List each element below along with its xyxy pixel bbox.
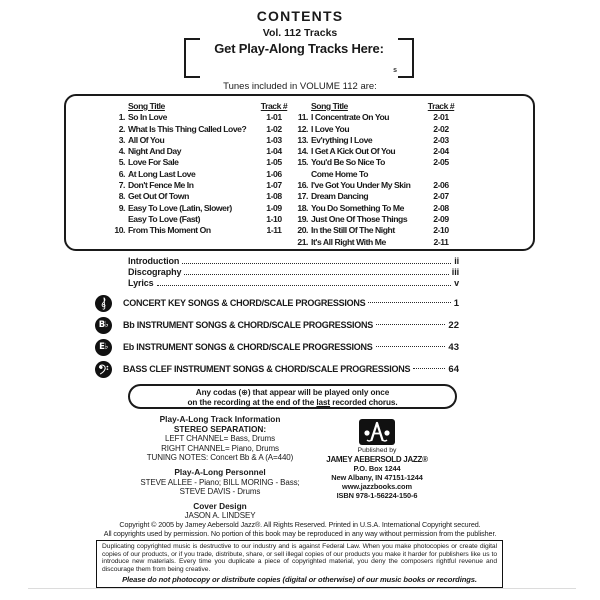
song-track: 2-09 xyxy=(433,213,449,224)
song-table-header xyxy=(285,101,463,112)
song-title: I Concentrate On You xyxy=(311,112,390,123)
page-title: CONTENTS xyxy=(256,8,344,24)
publisher-website: www.jazzbooks.com xyxy=(342,482,412,492)
song-title: Get Out Of Town xyxy=(128,191,189,202)
song-track: 2-06 xyxy=(433,180,449,191)
song-row xyxy=(102,169,296,180)
scan-artifact-line xyxy=(28,588,576,589)
section-row-bass-clef xyxy=(95,360,459,378)
song-track: 2-05 xyxy=(433,157,449,168)
song-row xyxy=(102,203,296,214)
song-track: 1-09 xyxy=(266,202,282,213)
song-track: 1-06 xyxy=(266,168,282,179)
song-title: I Love You xyxy=(311,123,350,134)
toc-label: Lyrics xyxy=(128,278,154,288)
song-title: What Is This Thing Called Love? xyxy=(128,123,247,134)
publisher-name: JAMEY AEBERSOLD JAZZ® xyxy=(326,455,428,464)
aebersold-logo-icon xyxy=(359,419,395,445)
bass-clef-icon xyxy=(95,361,112,378)
song-row xyxy=(285,169,463,180)
song-row xyxy=(285,180,463,191)
personnel-line2: STEVE DAVIS - Drums xyxy=(179,487,261,497)
bracket-footnote-mark: s xyxy=(393,67,397,74)
anti-piracy-box xyxy=(96,540,503,588)
toc-row-discography xyxy=(128,266,459,277)
song-title: Ev'rything I Love xyxy=(311,134,373,145)
song-track: 1-08 xyxy=(266,191,282,202)
coda-note-line1: Any codas (⊕) that appear will be played only once xyxy=(195,388,390,397)
song-number xyxy=(285,169,311,180)
song-table-left xyxy=(102,101,296,237)
song-row xyxy=(285,135,463,146)
song-number: 20. xyxy=(297,225,308,236)
song-title: In the Still Of The Night xyxy=(311,225,395,236)
section-page-number: 1 xyxy=(453,297,459,309)
underlined-word: last xyxy=(316,397,331,407)
copyright-line1: Copyright © 2005 by Jamey Aebersold Jazz®. All Rights Reserved. Printed in U.S.A. International Copyright secured. xyxy=(119,520,481,529)
toc-label: Introduction xyxy=(128,256,180,266)
song-row xyxy=(285,157,463,168)
song-title-header: Song Title xyxy=(128,101,165,111)
song-track: 2-07 xyxy=(433,191,449,202)
section-row-bb-instrument xyxy=(95,316,459,334)
toc-row-introduction xyxy=(128,255,459,266)
song-row xyxy=(102,180,296,191)
publisher-isbn: ISBN 978-1-56224-150-6 xyxy=(336,491,418,501)
song-title-header: Song Title xyxy=(311,101,348,111)
e-flat-icon xyxy=(95,339,112,356)
dot-leader xyxy=(182,263,451,264)
song-track: 2-11 xyxy=(433,236,449,247)
anti-piracy-body: Duplicating copyrighted music is destructive to our industry and is against Federal Law. When you make photocopies or create digital copies of our products, or if you trade, distribute, share, or sell illegal copies of our products you make it harder for publishers like us to introduce new materials. Every time you duplicate a piece of copyrighted material, you deny the composers rightful revenue and discourage them from being creative. xyxy=(102,543,497,573)
song-title: It's All Right With Me xyxy=(311,236,386,247)
track-number-header: Track # xyxy=(260,101,288,111)
song-number: 11. xyxy=(297,112,308,123)
song-row xyxy=(285,237,463,248)
song-row xyxy=(102,157,296,168)
song-track: 1-03 xyxy=(266,134,282,145)
song-title: Come Home To xyxy=(311,168,368,179)
dot-leader xyxy=(184,274,448,275)
toc-row-lyrics xyxy=(128,277,459,288)
song-number: 10. xyxy=(114,225,125,236)
track-number-header: Track # xyxy=(427,101,455,111)
song-number: 4. xyxy=(118,146,125,157)
copyright-line2: All copyrights used by permission. No portion of this book may be reproduced in any way without permission from the publisher. xyxy=(103,529,497,538)
song-row xyxy=(102,214,296,225)
song-track: 1-10 xyxy=(266,213,282,224)
song-number: 5. xyxy=(118,157,125,168)
song-track: 1-02 xyxy=(266,123,282,134)
section-label: Bb INSTRUMENT SONGS & CHORD/SCALE PROGRESSIONS xyxy=(123,320,374,330)
song-title: Easy To Love (Latin, Slower) xyxy=(128,202,232,213)
song-track: 2-02 xyxy=(433,123,449,134)
song-title: I Get A Kick Out Of You xyxy=(311,146,396,157)
b-flat-glyph: B♭ xyxy=(98,319,109,330)
song-title: You'd Be So Nice To xyxy=(311,157,385,168)
song-number: 1. xyxy=(118,112,125,123)
song-row xyxy=(285,225,463,236)
coda-note-line2: on the recording at the end of the last recorded chorus. xyxy=(187,397,398,407)
right-channel-line: RIGHT CHANNEL= Piano, Drums xyxy=(161,443,279,453)
song-title: Dream Dancing xyxy=(311,191,369,202)
section-page-number: 22 xyxy=(448,319,459,331)
dot-leader xyxy=(413,368,445,369)
coda-note-box xyxy=(128,384,457,409)
section-page-number: 43 xyxy=(448,341,459,353)
song-number: 21. xyxy=(297,236,308,247)
song-list-box xyxy=(64,94,535,251)
section-label: CONCERT KEY SONGS & CHORD/SCALE PROGRESSIONS xyxy=(123,298,366,308)
dot-leader xyxy=(368,302,450,303)
personnel-heading: Play-A-Long Personnel xyxy=(174,466,266,477)
volume-subtitle: Vol. 112 Tracks xyxy=(262,27,338,39)
song-title: You Do Something To Me xyxy=(311,202,404,213)
song-row xyxy=(102,124,296,135)
section-row-concert-key xyxy=(95,294,459,312)
stereo-separation-heading: STEREO SEPARATION: xyxy=(173,423,267,434)
section-row-eb-instrument xyxy=(95,338,459,356)
play-along-info-block xyxy=(110,415,330,526)
song-table-right xyxy=(285,101,463,248)
song-number: 17. xyxy=(297,191,308,202)
toc-label: Discography xyxy=(128,267,182,277)
song-row xyxy=(285,112,463,123)
song-number: 19. xyxy=(297,213,308,224)
cover-designer-name: JASON A. LINDSEY xyxy=(184,511,256,521)
song-number: 18. xyxy=(297,202,308,213)
song-title: Don't Fence Me In xyxy=(128,180,194,191)
song-track: 2-03 xyxy=(433,134,449,145)
song-number: 12. xyxy=(297,123,308,134)
song-table-header xyxy=(102,101,296,112)
tunes-included-line: Tunes included in VOLUME 112 are: xyxy=(223,81,377,92)
song-row xyxy=(285,191,463,202)
song-title: Just One Of Those Things xyxy=(311,213,408,224)
song-track: 1-11 xyxy=(266,225,282,236)
song-track: 1-05 xyxy=(266,157,282,168)
song-row xyxy=(102,191,296,202)
published-by-label: Published by xyxy=(357,447,397,454)
song-track: 2-01 xyxy=(433,112,449,123)
song-track: 1-01 xyxy=(266,112,282,123)
dot-leader xyxy=(157,285,452,286)
song-row xyxy=(285,214,463,225)
toc-page-number: v xyxy=(454,278,459,288)
song-title: From This Moment On xyxy=(128,225,211,236)
song-number: 9. xyxy=(118,202,125,213)
song-track: 2-08 xyxy=(433,202,449,213)
dot-leader xyxy=(376,346,446,347)
song-row xyxy=(102,225,296,236)
song-number: 3. xyxy=(118,134,125,145)
get-tracks-label: Get Play-Along Tracks Here: xyxy=(214,41,384,56)
song-number xyxy=(102,214,128,225)
song-row xyxy=(285,146,463,157)
toc-page-number: iii xyxy=(451,267,459,277)
song-number: 13. xyxy=(297,134,308,145)
song-track: 2-04 xyxy=(433,146,449,157)
section-label: Eb INSTRUMENT SONGS & CHORD/SCALE PROGRESSIONS xyxy=(123,342,373,352)
left-channel-line: LEFT CHANNEL= Bass, Drums xyxy=(164,434,276,444)
personnel-group xyxy=(110,468,330,497)
song-row xyxy=(102,135,296,146)
section-label: BASS CLEF INSTRUMENT SONGS & CHORD/SCALE PROGRESSIONS xyxy=(123,364,411,374)
publisher-city: New Albany, IN 47151-1244 xyxy=(331,473,423,483)
song-title: At Long Last Love xyxy=(128,168,196,179)
dot-leader xyxy=(376,324,445,325)
song-number: 7. xyxy=(118,180,125,191)
song-number: 15. xyxy=(297,157,308,168)
song-title: I've Got You Under My Skin xyxy=(311,180,411,191)
play-along-tracks-callout xyxy=(184,38,414,78)
track-info-heading: Play-A-Long Track Information xyxy=(159,414,281,424)
song-track: 1-07 xyxy=(266,180,282,191)
publisher-block xyxy=(320,419,434,500)
song-row xyxy=(285,203,463,214)
song-title: Easy To Love (Fast) xyxy=(128,213,200,224)
song-row xyxy=(102,146,296,157)
treble-clef-icon xyxy=(95,295,112,312)
cover-design-group xyxy=(110,502,330,521)
toc-page-number: ii xyxy=(454,256,459,266)
cover-design-heading: Cover Design xyxy=(193,500,247,511)
song-track: 2-10 xyxy=(433,225,449,236)
track-info-group xyxy=(110,415,330,463)
b-flat-icon xyxy=(95,317,112,334)
song-row xyxy=(285,124,463,135)
song-track: 1-04 xyxy=(266,146,282,157)
song-number: 6. xyxy=(118,168,125,179)
song-number: 14. xyxy=(297,146,308,157)
song-number: 2. xyxy=(118,123,125,134)
song-track xyxy=(419,169,463,180)
anti-piracy-plea: Please do not photocopy or distribute copies (digital or otherwise) of our music books or recordings. xyxy=(122,574,477,584)
song-title: All Of You xyxy=(128,134,165,145)
section-page-number: 64 xyxy=(448,363,459,375)
personnel-line1: STEVE ALLEE - Piano; BILL MORING - Bass; xyxy=(140,477,300,487)
song-title: Love For Sale xyxy=(128,157,179,168)
song-title: So In Love xyxy=(128,112,167,123)
tuning-notes-line: TUNING NOTES: Concert Bb & A (A=440) xyxy=(146,453,294,463)
e-flat-glyph: E♭ xyxy=(99,341,108,352)
song-row xyxy=(102,112,296,123)
song-title: Night And Day xyxy=(128,146,182,157)
song-number: 8. xyxy=(118,191,125,202)
publisher-po-box: P.O. Box 1244 xyxy=(353,464,401,474)
song-number: 16. xyxy=(297,180,308,191)
